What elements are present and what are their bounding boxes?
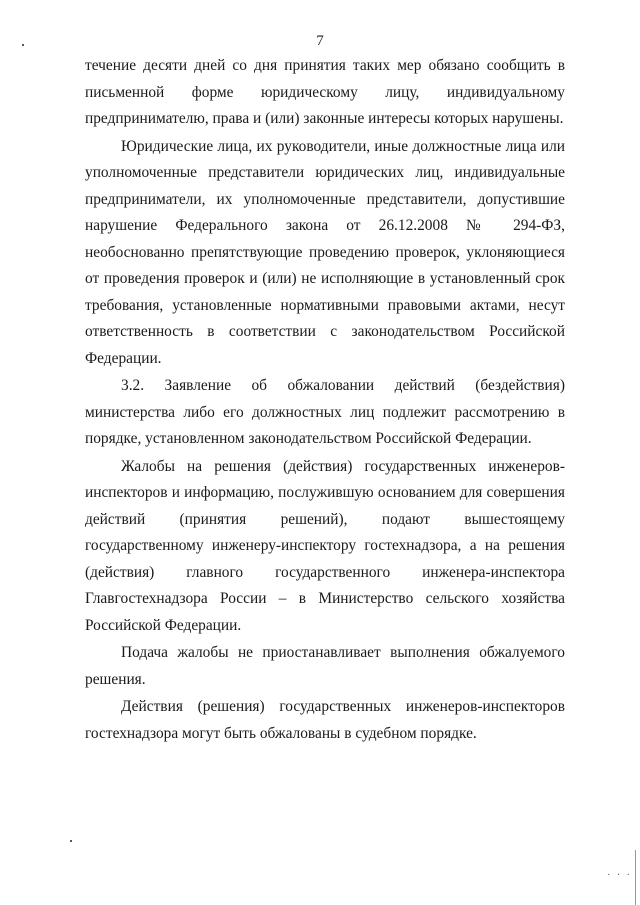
paragraph-6: Действия (решения) государственных инженеров-инспекторов гостехнадзора могут быть обжалованы в судебном порядке.: [85, 698, 565, 742]
scan-edge-line: [635, 850, 636, 905]
document-body: [85, 53, 565, 748]
paragraph-4: Жалобы на решения (действия) государственных инженеров-инспекторов и информацию, послужившую основанием для совершения действий (принятия решений), подают вышестоящему государственному инженеру-инспектору гостехнадзора, а на решения (действия) главного государственного инженера-инспектора Главгостехнадзора России – в Министерство сельского хозяйства Российской Федерации.: [85, 457, 565, 634]
paragraph-3: 3.2. Заявление об обжаловании действий (бездействия) министерства либо его должностных лиц подлежит рассмотрению в порядке, установленном законодательством Российской Федерации.: [85, 377, 565, 447]
page-number: 7: [316, 33, 324, 49]
scan-speck: [70, 840, 72, 842]
paragraph-2: Юридические лица, их руководители, иные должностные лица или уполномоченные представители юридических лиц, индивидуальные предприниматели, их уполномоченные представители, допустившие нарушение Федерального закона от 26.12.2008 № 294-ФЗ, необоснованно препятствующие проведению проверок, уклоняющиеся от проведения проверок и (или) не исполняющие в установленный срок требования, установленные нормативными правовыми актами, несут ответственность в соответствии с законодательством Российской Федерации.: [85, 137, 565, 367]
paragraph-5: Подача жалобы не приостанавливает выполнения обжалуемого решения.: [85, 644, 565, 688]
scan-speck: [22, 44, 24, 46]
scan-corner-marks: · · ·: [607, 870, 632, 881]
paragraph-1: течение десяти дней со дня принятия таких мер обязано сообщить в письменной форме юридическому лицу, индивидуальному предпринимателю, права и (или) законные интересы которых нарушены.: [85, 57, 565, 127]
